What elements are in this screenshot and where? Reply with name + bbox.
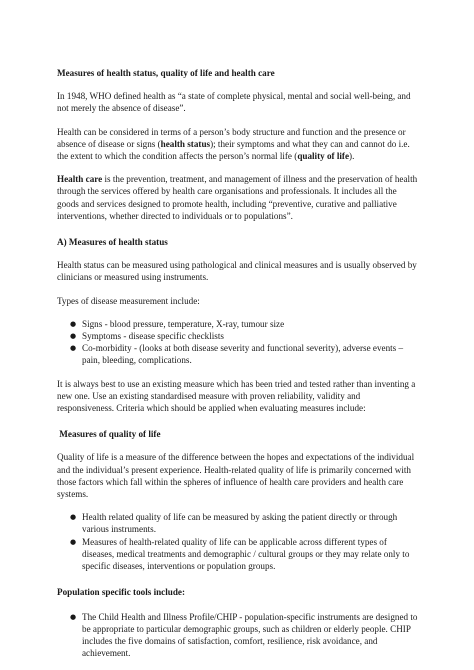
health-care-term: Health care bbox=[57, 174, 103, 185]
status-text-3: ). bbox=[349, 151, 355, 162]
bullet-icon: ● bbox=[70, 319, 77, 328]
list-item-text: Co-morbidity - (looks at both disease severity and functional severity), adverse events – pain, bleeding, complications. bbox=[82, 343, 404, 366]
section-a-closing: It is always best to use an existing measure which has been tried and tested rather than inventing a new one. Use an existing standardised measure with proven reliability, validity and responsiveness. Criteria which should be applied when evaluating measures include: bbox=[57, 378, 416, 414]
status-text-2: ); their symptoms and what they can and cannot do i.e. the extent to which the condition affects the person’s normal life ( bbox=[57, 138, 410, 162]
who-definition-paragraph: In 1948, WHO defined health as “a state of complete physical, mental and social well-being, and not merely the absence of disease”. bbox=[57, 91, 411, 114]
list-item bbox=[57, 342, 419, 366]
quality-of-life-intro: Quality of life is a measure of the difference between the hopes and expectations of the individual and the individual’s present experience. Health-related quality of life is primarily concerned with those factors which fall within the spheres of influence of health care providers and health care systems. bbox=[57, 452, 415, 500]
population-tools-list bbox=[57, 611, 419, 660]
list-item bbox=[57, 511, 419, 535]
section-a-intro: Health status can be measured using pathological and clinical measures and is usually observed by clinicians or measured using instruments. bbox=[57, 260, 417, 283]
quality-of-life-term: quality of life bbox=[297, 151, 350, 162]
status-text-1: Health can be considered in terms of a person’s body structure and function and the presence or absence of disease or signs ( bbox=[57, 126, 406, 149]
list-item bbox=[57, 611, 419, 660]
list-item bbox=[57, 330, 419, 342]
quality-of-life-heading-text: Measures of quality of life bbox=[59, 429, 161, 440]
health-care-paragraph bbox=[57, 173, 419, 222]
list-item-text: Signs - blood pressure, temperature, X-ray, tumour size bbox=[82, 318, 285, 329]
list-item bbox=[57, 536, 419, 573]
health-status-paragraph bbox=[57, 126, 419, 163]
section-a-heading: A) Measures of health status bbox=[57, 237, 168, 248]
document-title: Measures of health status, quality of life and health care bbox=[57, 68, 275, 78]
document-page bbox=[57, 67, 419, 659]
population-tools-heading: Population specific tools include: bbox=[57, 587, 186, 598]
bullet-icon: ● bbox=[70, 537, 77, 546]
list-item-text: Symptoms - disease specific checklists bbox=[82, 331, 224, 342]
list-item-text: Measures of health-related quality of life can be applicable across different types of diseases, medical treatments and demographic / cultural groups or they may relate only to specific diseases, interventions or population groups. bbox=[82, 536, 410, 572]
bullet-icon: ● bbox=[70, 612, 77, 621]
bullet-icon: ● bbox=[70, 332, 77, 341]
disease-measurement-label: Types of disease measurement include: bbox=[57, 295, 200, 306]
bullet-icon: ● bbox=[70, 344, 77, 353]
health-status-term: health status bbox=[160, 138, 211, 149]
list-item-text: Health related quality of life can be measured by asking the patient directly or through various instruments. bbox=[82, 512, 398, 535]
quality-of-life-list bbox=[57, 511, 419, 572]
bullet-icon: ● bbox=[70, 513, 77, 522]
list-item-text: The Child Health and Illness Profile/CHIP - population-specific instruments are designed to be appropriate to particular demographic groups, such as children or elderly people. CHIP includes the five domains of satisfaction, comfort, resilience, risk avoidance, and achievement. bbox=[82, 611, 418, 659]
list-item bbox=[57, 318, 419, 330]
health-care-text: is the prevention, treatment, and management of illness and the preservation of health through the services offered by health care organisations and professionals. It includes all the goods and services designed to promote health, including “preventive, curative and palliative interventions, whether directed to individuals or to populations”. bbox=[57, 174, 418, 221]
disease-measurement-list bbox=[57, 318, 419, 367]
quality-of-life-heading bbox=[57, 428, 419, 440]
